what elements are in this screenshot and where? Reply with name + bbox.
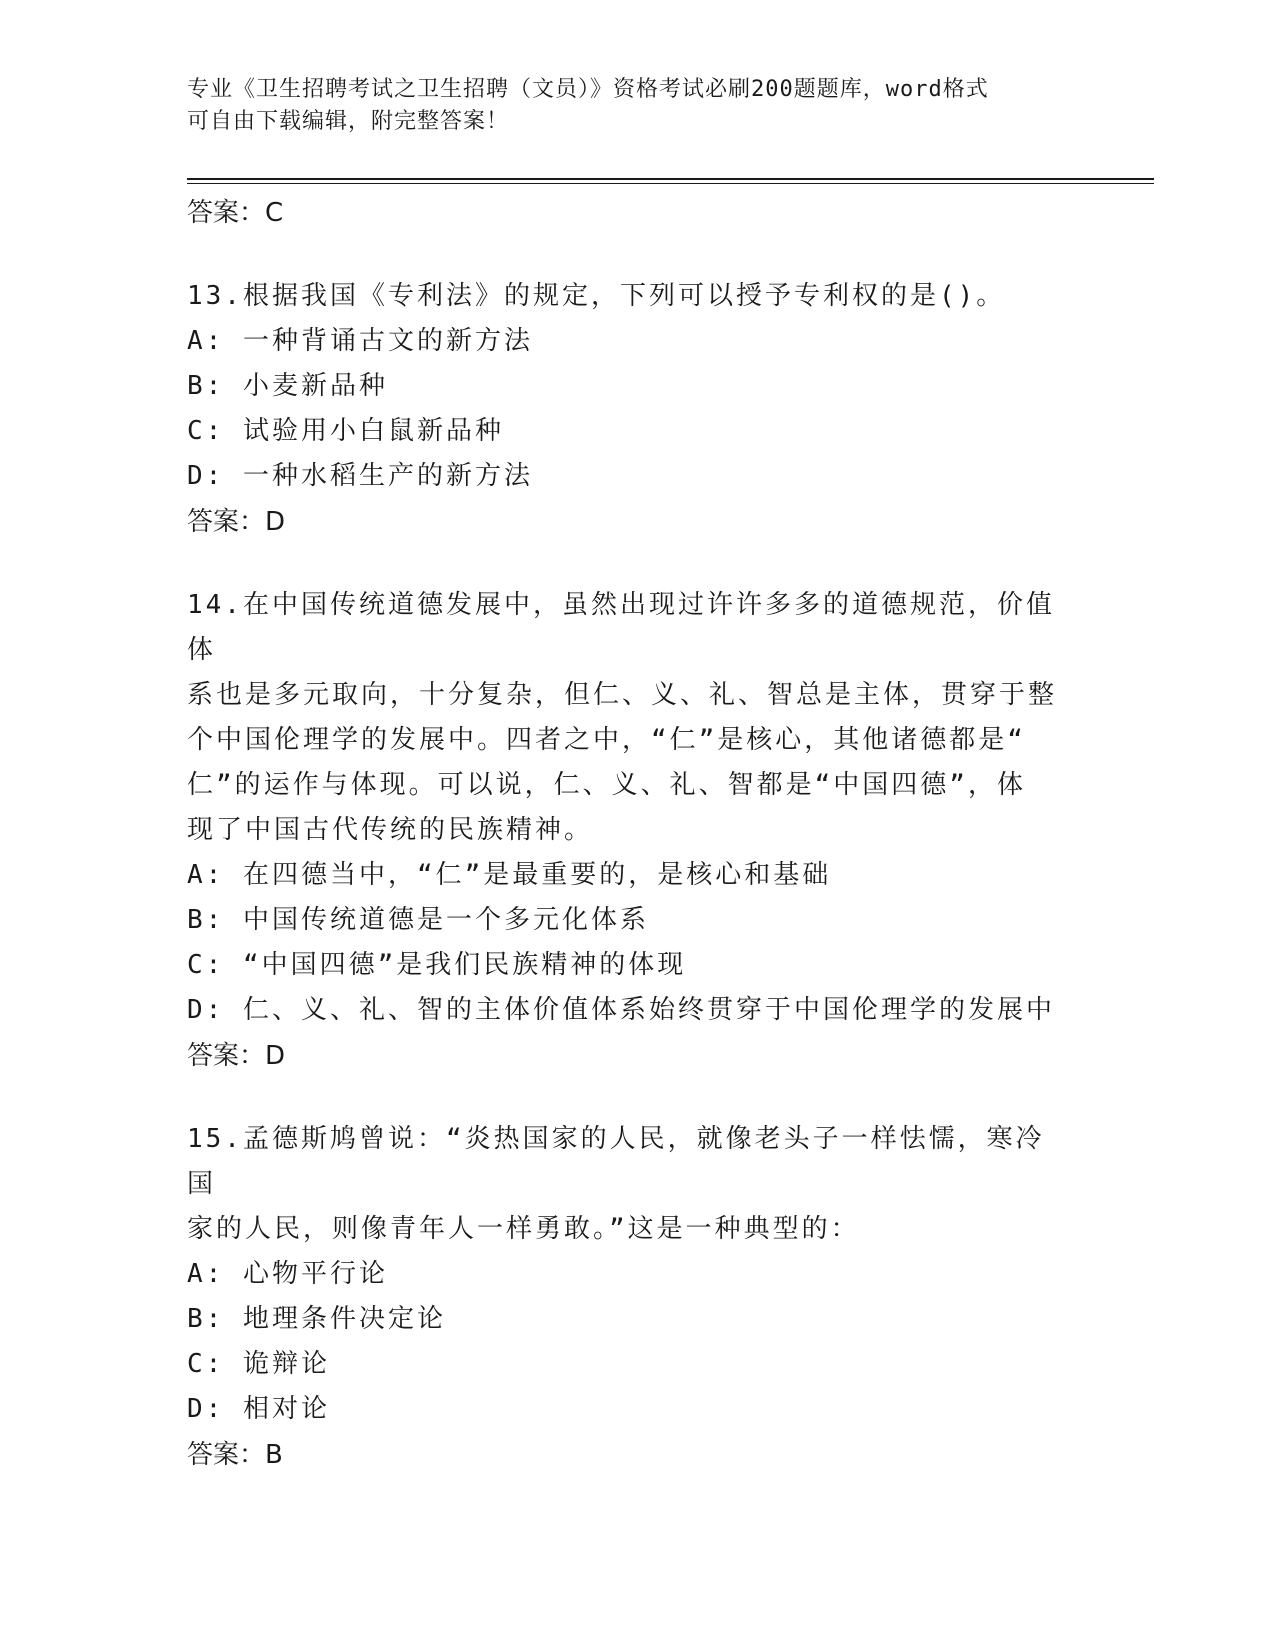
question-stem-line: 家的人民，则像青年人一样勇敢。”这是一种典型的： — [187, 1214, 860, 1244]
header-line-1: 专业《卫生招聘考试之卫生招聘（文员）》资格考试必刷200题题库，word格式 — [187, 77, 989, 102]
option-d: D: 仁、义、礼、智的主体价值体系始终贯穿于中国伦理学的发展中 — [187, 995, 1055, 1025]
question-stem-line: 系也是多元取向，十分复杂，但仁、义、礼、智总是主体，贯穿于整 — [187, 680, 1058, 710]
question-15 — [187, 1117, 1067, 1478]
page-header — [187, 74, 1087, 138]
answer-13: 答案：D — [187, 507, 286, 537]
header-line-2: 可自由下载编辑，附完整答案！ — [187, 109, 510, 134]
header-rule — [187, 178, 1154, 184]
question-stem-line: 15.孟德斯鸠曾说：“炎热国家的人民，就像老头子一样怯懦，寒冷国 — [187, 1124, 1045, 1199]
option-a: A: 在四德当中，“仁”是最重要的，是核心和基础 — [187, 860, 832, 890]
option-b: B: 地理条件决定论 — [187, 1304, 446, 1334]
option-a: A: 一种背诵古文的新方法 — [187, 326, 533, 356]
answer-14: 答案：D — [187, 1041, 286, 1071]
option-b: B: 小麦新品种 — [187, 371, 388, 401]
question-stem-line: 仁”的运作与体现。可以说，仁、义、礼、智都是“中国四德”，体 — [187, 770, 1026, 800]
question-stem-line: 个中国伦理学的发展中。四者之中，“仁”是核心，其他诸德都是“ — [187, 725, 1026, 755]
option-c: C: 诡辩论 — [187, 1349, 330, 1379]
question-stem-line: 14.在中国传统道德发展中，虽然出现过许许多多的道德规范，价值体 — [187, 590, 1055, 665]
option-c: C: “中国四德”是我们民族精神的体现 — [187, 950, 687, 980]
option-a: A: 心物平行论 — [187, 1259, 388, 1289]
question-14 — [187, 583, 1067, 1079]
option-b: B: 中国传统道德是一个多元化体系 — [187, 905, 649, 935]
question-13 — [187, 274, 1067, 545]
question-list — [187, 186, 1067, 1478]
answer-12: 答案：C — [187, 198, 284, 228]
question-stem-line: 现了中国古代传统的民族精神。 — [187, 815, 594, 845]
question-stem-line: 13.根据我国《专利法》的规定，下列可以授予专利权的是()。 — [187, 281, 1006, 311]
option-c: C: 试验用小白鼠新品种 — [187, 416, 504, 446]
option-d: D: 一种水稻生产的新方法 — [187, 461, 533, 491]
option-d: D: 相对论 — [187, 1394, 330, 1424]
answer-15: 答案：B — [187, 1440, 283, 1470]
